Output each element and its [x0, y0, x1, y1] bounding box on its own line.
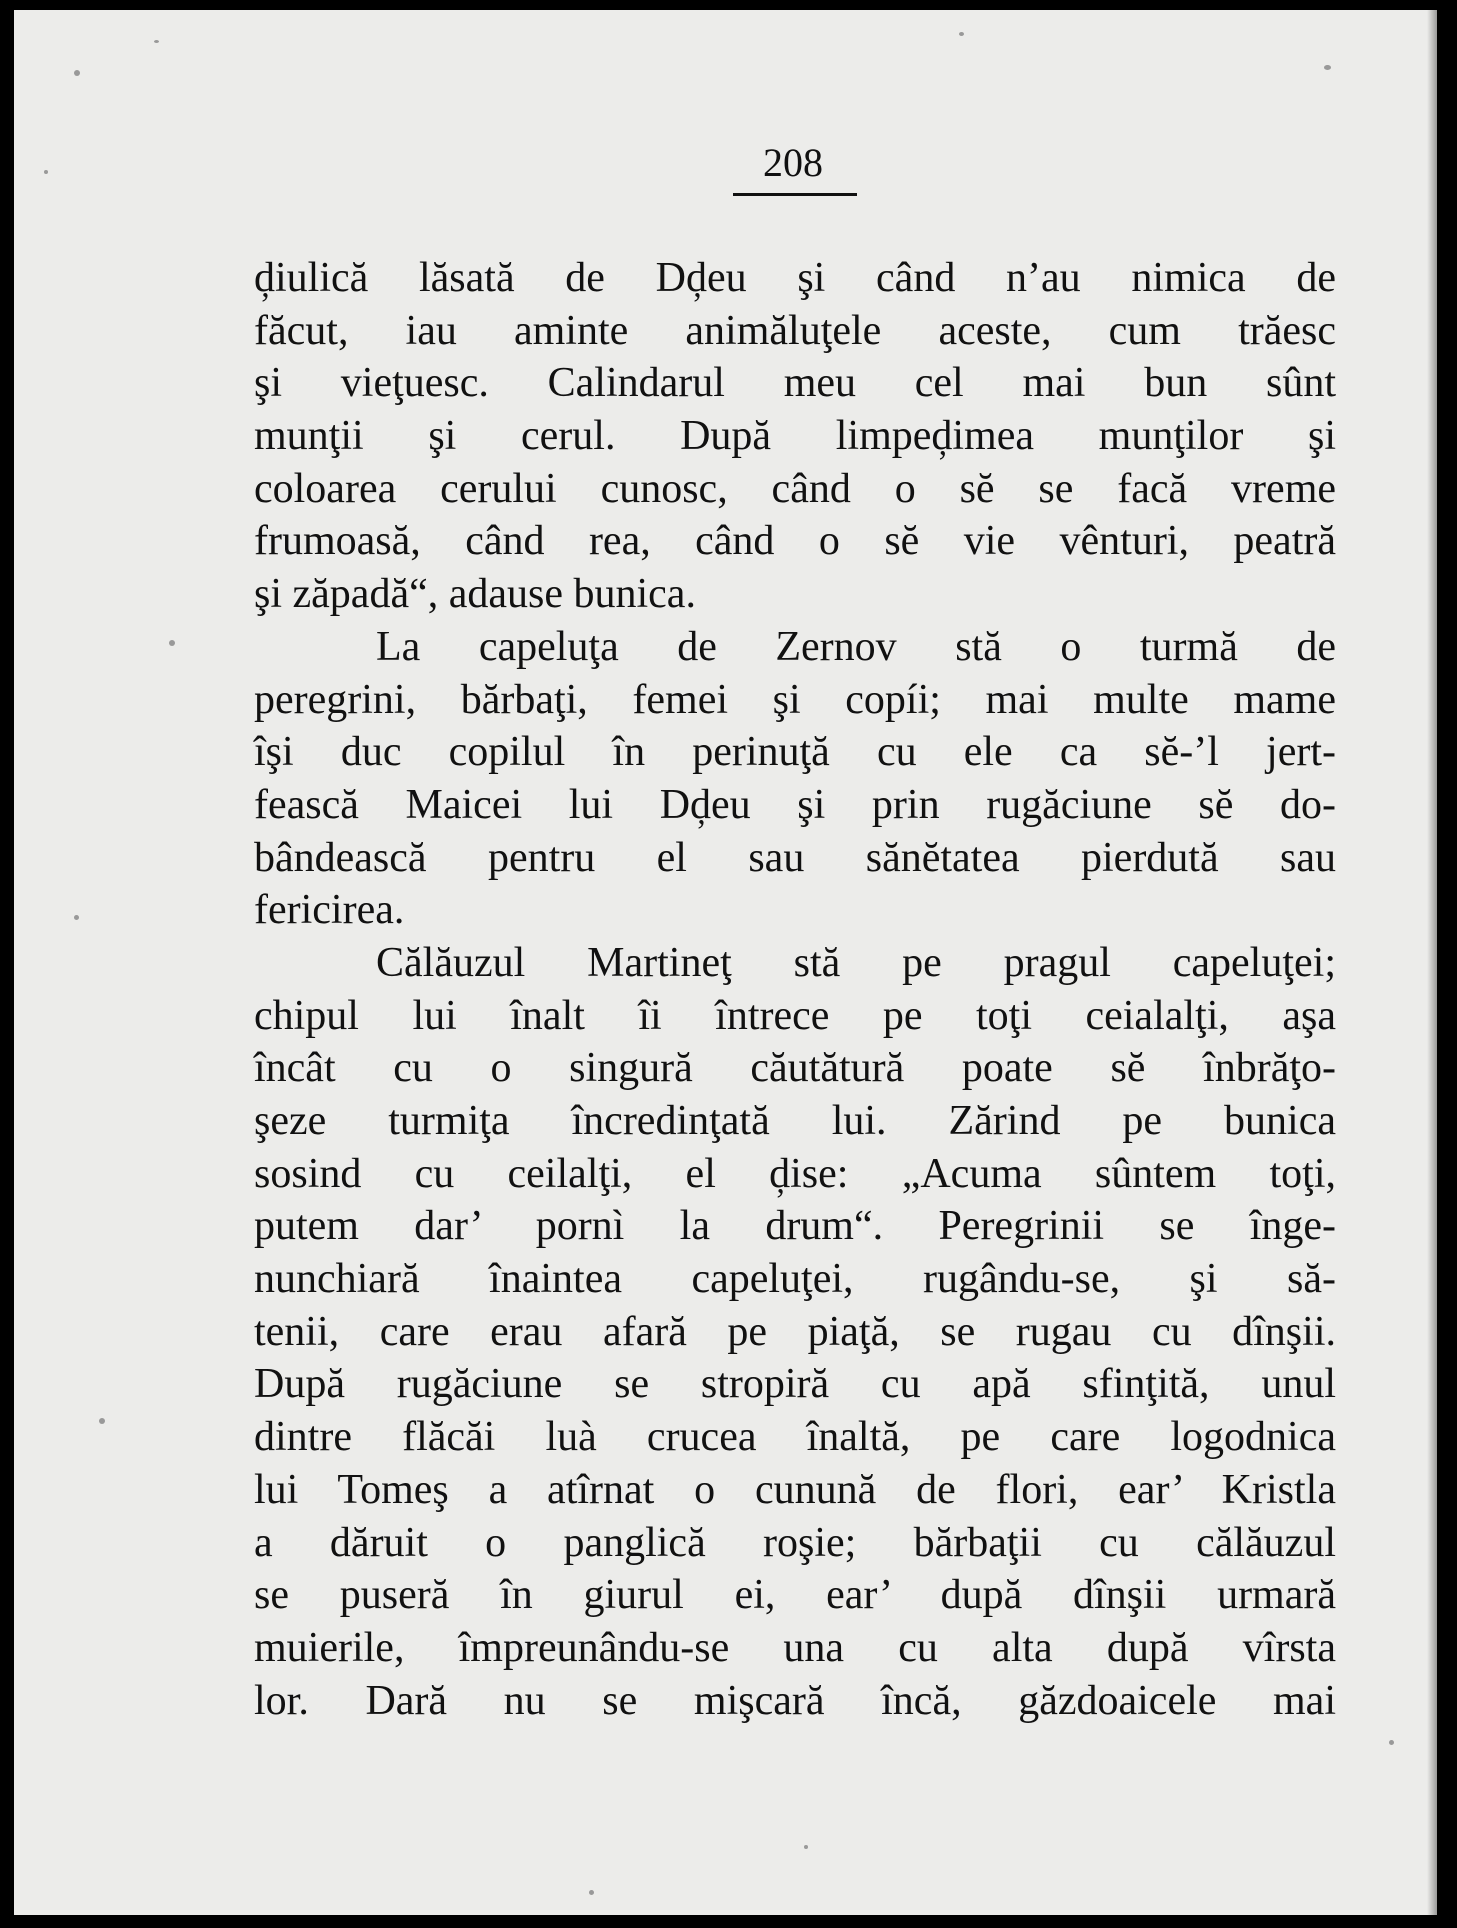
text-line: dintre flăcăi luà crucea înaltă, pe care logodnica [254, 1414, 1336, 1461]
text-line: sosind cu ceilalţi, el ḑise: „Acuma sûntem toţi, [254, 1150, 1336, 1197]
paper-speck [589, 1890, 594, 1895]
text-line: făcut, iau aminte animăluţele aceste, cum trăesc [254, 307, 1336, 354]
text-line: tenii, care erau afară pe piaţă, se rugau cu dînşii. [254, 1308, 1336, 1355]
text-line: ḑiulică lăsată de Dḑeu şi când n’au nimica de [254, 255, 1336, 301]
paper-speck [99, 1418, 105, 1424]
text-line: nunchiară înaintea capeluţei, rugându-se, şi să- [254, 1256, 1336, 1303]
text-line: muierile, împreunându-se una cu alta după vîrsta [254, 1624, 1336, 1671]
text-line: lui Tomeş a atîrnat o cunună de flori, ear’ Kristla [254, 1466, 1336, 1513]
text-line: bândească pentru el sau sănĕtatea pierdută sau [254, 834, 1336, 881]
paper-speck [804, 1845, 808, 1849]
text-line: fericirea. [254, 887, 405, 934]
text-line: încât cu o singură căutătură poate sĕ înbrăţo- [254, 1045, 1336, 1092]
paper-speck [74, 70, 80, 76]
paper-speck [1389, 1740, 1394, 1745]
paper-speck [1324, 65, 1331, 70]
page-number-rule [733, 193, 857, 196]
text-line: lor. Dară nu se mişcară încă, găzdoaicele mai [254, 1677, 1336, 1724]
text-line: fească Maicei lui Dḑeu şi prin rugăciune sĕ do- [254, 781, 1336, 828]
text-line: şeze turmiţa încredinţată lui. Zărind pe bunica [254, 1098, 1336, 1144]
page-number: 208 [763, 140, 823, 185]
text-line: se puseră în giurul ei, ear’ după dînşii urmară [254, 1572, 1336, 1619]
paper-speck [959, 32, 964, 36]
page-edge-shadow [1427, 10, 1437, 1915]
body-text [254, 252, 1336, 1727]
paragraph-start-line: Călăuzul Martineţ stă pe pragul capeluţei; [376, 939, 1336, 986]
paper-speck [169, 640, 175, 646]
paper-speck [44, 170, 48, 174]
text-line: peregrini, bărbaţi, femei şi copíi; mai multe mame [254, 676, 1336, 723]
text-line: şi zăpadă“, adause bunica. [254, 571, 696, 618]
text-line: îşi duc copilul în perinuţă cu ele ca sĕ-’l jert- [254, 729, 1336, 776]
text-line: coloarea cerului cunosc, când o sĕ se facă vreme [254, 465, 1336, 512]
paragraph-start-line: La capeluţa de Zernov stă o turmă de [376, 623, 1336, 670]
paper-speck [154, 40, 159, 43]
text-line: După rugăciune se stropiră cu apă sfinţită, unul [254, 1361, 1336, 1408]
text-line: munţii şi cerul. După limpeḑimea munţilor şi [254, 413, 1336, 460]
text-line: frumoasă, când rea, când o sĕ vie vênturi, peatră [254, 518, 1336, 565]
text-line: şi vieţuesc. Calindarul meu cel mai bun sûnt [254, 360, 1336, 407]
text-line: a dăruit o panglică roşie; bărbaţii cu călăuzul [254, 1519, 1336, 1566]
paper-speck [74, 915, 79, 920]
text-line: chipul lui înalt îi întrece pe toţi ceialalţi, aşa [254, 992, 1336, 1039]
text-line: putem dar’ pornì la drum“. Peregrinii se înge- [254, 1203, 1336, 1250]
